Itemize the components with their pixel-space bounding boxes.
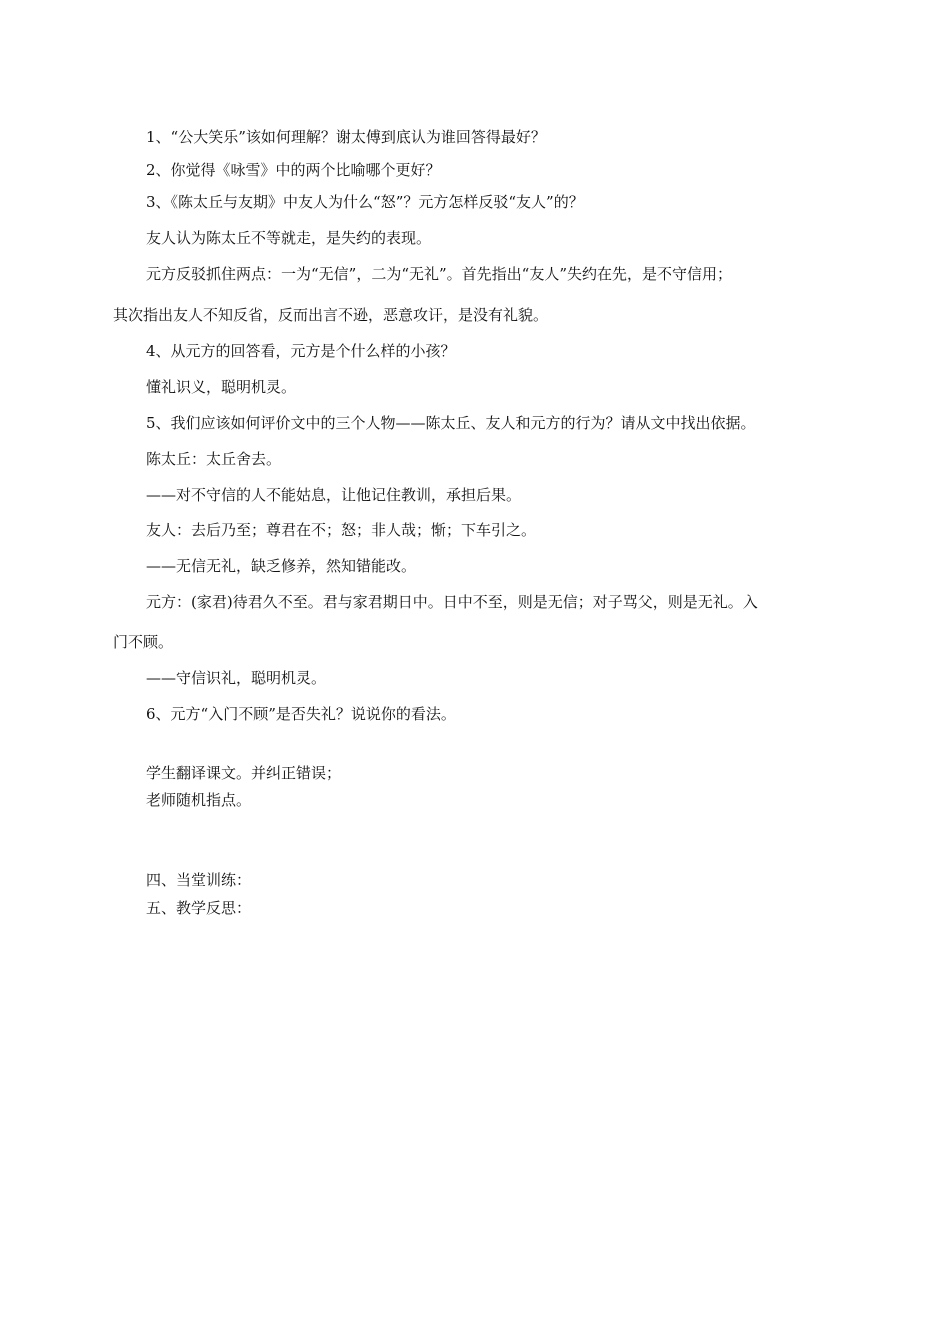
answer-5-yuanfang: 元方：(家君)待君久不至。君与家君期日中。日中不至，则是无信；对子骂父，则是无礼。入 bbox=[146, 593, 758, 611]
question-1: 1、“公大笑乐”该如何理解？谢太傅到底认为谁回答得最好？ bbox=[146, 128, 546, 146]
teacher-activity: 老师随机指点。 bbox=[146, 791, 252, 809]
question-5: 5、我们应该如何评价文中的三个人物——陈太丘、友人和元方的行为？请从文中找出依据。 bbox=[146, 414, 756, 432]
section-5-heading: 五、教学反思： bbox=[146, 899, 252, 917]
question-6: 6、元方“入门不顾”是否失礼？说说你的看法。 bbox=[146, 705, 456, 723]
answer-5-yuanfang-comment: ——守信识礼，聪明机灵。 bbox=[146, 669, 327, 687]
question-3: 3、《陈太丘与友期》中友人为什么“怒”？元方怎样反驳“友人”的？ bbox=[146, 193, 584, 211]
answer-5-chen-comment: ——对不守信的人不能姑息，让他记住教训，承担后果。 bbox=[146, 486, 522, 504]
answer-5-friend-comment: ——无信无礼，缺乏修养，然知错能改。 bbox=[146, 557, 417, 575]
answer-3-part-2-cont: 其次指出友人不知反省，反而出言不逊，恶意攻讦，是没有礼貌。 bbox=[113, 306, 549, 324]
answer-4: 懂礼识义，聪明机灵。 bbox=[146, 378, 297, 396]
question-4: 4、从元方的回答看，元方是个什么样的小孩？ bbox=[146, 342, 456, 360]
section-4-heading: 四、当堂训练： bbox=[146, 871, 252, 889]
question-2: 2、你觉得《咏雪》中的两个比喻哪个更好？ bbox=[146, 161, 441, 179]
answer-3-part-2: 元方反驳抓住两点：一为“无信”，二为“无礼”。首先指出“友人”失约在先，是不守信用； bbox=[146, 265, 733, 283]
answer-5-chen: 陈太丘：太丘舍去。 bbox=[146, 450, 282, 468]
answer-5-friend: 友人：去后乃至；尊君在不；怒；非人哉；惭；下车引之。 bbox=[146, 521, 537, 539]
answer-5-yuanfang-cont: 门不顾。 bbox=[113, 633, 174, 651]
answer-3-part-1: 友人认为陈太丘不等就走，是失约的表现。 bbox=[146, 229, 432, 247]
student-activity: 学生翻译课文。并纠正错误； bbox=[146, 764, 342, 782]
